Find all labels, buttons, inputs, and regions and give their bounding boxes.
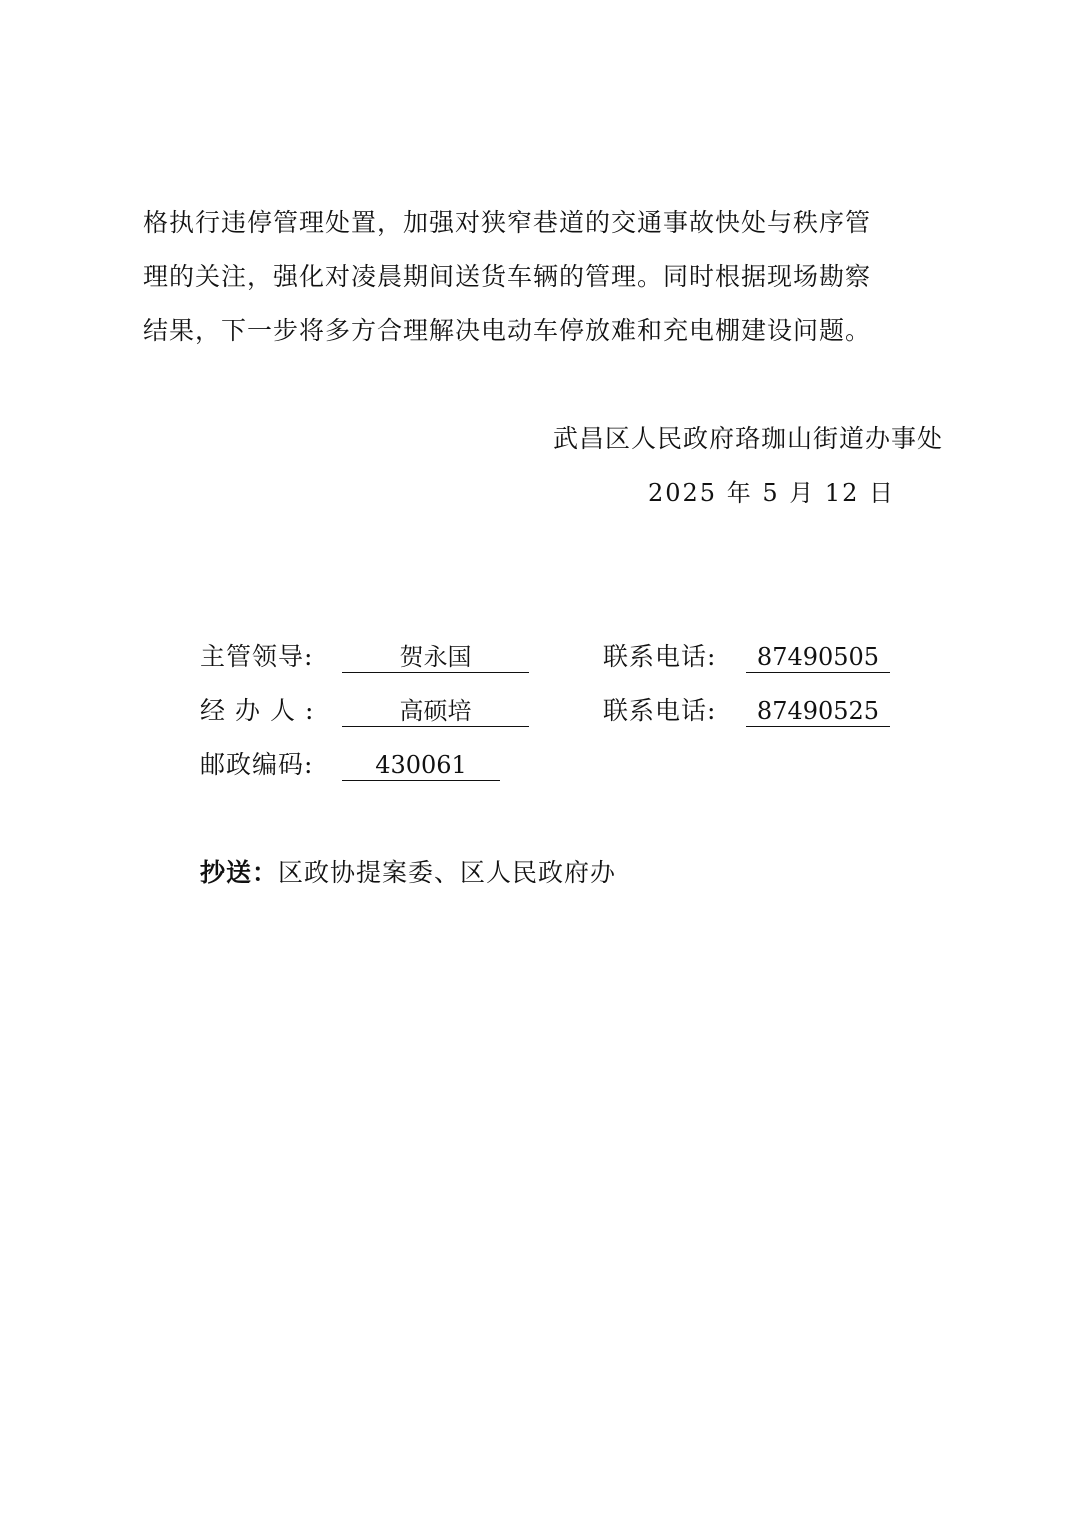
cc-line <box>200 858 616 888</box>
handler-phone-field <box>746 696 890 727</box>
supervisor-phone-field <box>746 642 890 673</box>
handler-phone-label: 联系电话: <box>603 696 717 725</box>
body-line-3: 结果，下一步将多方合理解决电动车停放难和充电棚建设问题。 <box>143 316 872 345</box>
supervisor-phone-label: 联系电话: <box>603 642 717 671</box>
postcode-label: 邮政编码: <box>200 750 314 779</box>
cc-label: 抄送： <box>200 858 279 887</box>
signature-organization: 武昌区人民政府珞珈山街道办事处 <box>552 424 943 453</box>
postcode-field <box>342 750 500 781</box>
supervisor-phone: 87490505 <box>756 643 880 671</box>
supervisor-name: 贺永国 <box>399 643 472 671</box>
handler-phone: 87490525 <box>756 697 880 725</box>
supervisor-label: 主管领导: <box>200 642 314 671</box>
handler-name: 高硕培 <box>399 697 472 725</box>
cc-recipients: 区政协提案委、区人民政府办 <box>278 858 617 887</box>
handler-label: 经办人: <box>200 696 324 725</box>
supervisor-name-field <box>342 642 529 673</box>
postcode-value: 430061 <box>375 751 467 779</box>
body-line-2: 理的关注，强化对凌晨期间送货车辆的管理。同时根据现场勘察 <box>143 262 872 291</box>
handler-name-field <box>342 696 529 727</box>
signature-date: 2025 年 5 月 12 日 <box>648 479 896 507</box>
body-line-1: 格执行违停管理处置，加强对狭窄巷道的交通事故快处与秩序管 <box>143 208 872 237</box>
